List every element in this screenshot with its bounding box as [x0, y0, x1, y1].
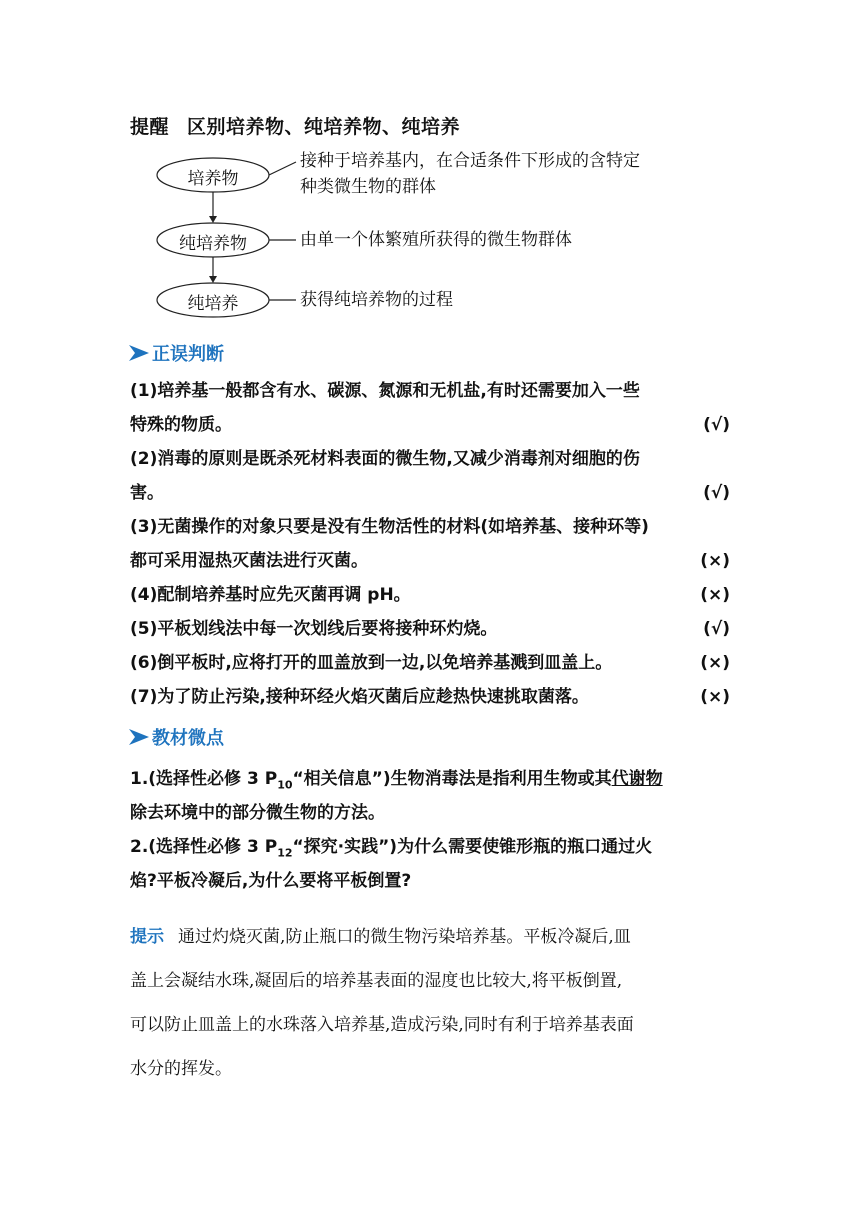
node-desc-1-line1: 接种于培养基内，在合适条件下形成的含特定	[300, 151, 640, 171]
hint-tag: 提示	[130, 927, 164, 947]
point-2-page: 12	[277, 846, 293, 860]
arrow-icon	[128, 344, 150, 362]
culture-diagram	[150, 148, 750, 328]
judgment-6	[130, 646, 730, 680]
point-2-line1	[130, 830, 730, 864]
judgment-3-text2: 都可采用湿热灭菌法进行灭菌。	[130, 551, 368, 571]
arrow-head-1	[209, 216, 217, 223]
judgment-7-text: (7)为了防止污染,接种环经火焰灭菌后应趁热快速挑取菌落。	[130, 687, 589, 707]
section-title-textbook-points	[128, 724, 224, 750]
judgment-list	[130, 374, 730, 714]
judgment-2-line2	[130, 476, 730, 510]
judgment-5-mark: (√)	[703, 619, 730, 639]
section2-title-text: 教材微点	[152, 728, 224, 749]
node-desc-2: 由单一个体繁殖所获得的微生物群体	[300, 230, 572, 250]
hint-line3: 可以防止皿盖上的水珠落入培养基,造成污染,同时有利于培养基表面	[130, 1015, 634, 1035]
arrow-head-2	[209, 276, 217, 283]
point-1-text: “相关信息”)生物消毒法是指利用生物或其	[292, 769, 612, 789]
judgment-1-line1: (1)培养基一般都含有水、碳源、氮源和无机盐,有时还需要加入一些	[130, 381, 640, 401]
point-1-answer: 代谢物	[611, 769, 663, 789]
node-desc-3: 获得纯培养物的过程	[300, 290, 453, 310]
judgment-4-text: (4)配制培养基时应先灭菌再调 pH。	[130, 585, 411, 605]
judgment-3-line1: (3)无菌操作的对象只要是没有生物活性的材料(如培养基、接种环等)	[130, 517, 649, 537]
judgment-1-text2: 特殊的物质。	[130, 415, 232, 435]
judgment-3-line2	[130, 544, 730, 578]
node-label-pure-culture: 纯培养	[187, 294, 239, 314]
point-2-line2: 焰?平板冷凝后,为什么要将平板倒置?	[130, 871, 412, 891]
node-desc-1-line2: 种类微生物的群体	[300, 177, 436, 197]
judgment-4	[130, 578, 730, 612]
judgment-6-text: (6)倒平板时,应将打开的皿盖放到一边,以免培养基溅到皿盖上。	[130, 653, 613, 673]
connector-1	[269, 162, 296, 175]
judgment-5-text: (5)平板划线法中每一次划线后要将接种环灼烧。	[130, 619, 498, 639]
judgment-7-mark: (×)	[700, 687, 730, 707]
node-label-pure-culture-product: 纯培养物	[179, 234, 247, 254]
judgment-7	[130, 680, 730, 714]
point-2-prefix: 2.(选择性必修 3 P	[130, 837, 278, 857]
judgment-2-mark: (√)	[703, 483, 730, 503]
section-title-judgment	[128, 340, 224, 366]
section1-title-text: 正误判断	[152, 344, 224, 365]
reminder-title: 区别培养物、纯培养物、纯培养	[187, 116, 461, 138]
textbook-points	[130, 762, 730, 898]
point-2-text: “探究·实践”)为什么需要使锥形瓶的瓶口通过火	[292, 837, 653, 857]
hint-line4: 水分的挥发。	[130, 1059, 232, 1079]
judgment-4-mark: (×)	[700, 585, 730, 605]
hint-line1	[130, 915, 735, 959]
judgment-2-text2: 害。	[130, 483, 164, 503]
judgment-6-mark: (×)	[700, 653, 730, 673]
judgment-5	[130, 612, 730, 646]
reminder-label: 提醒	[130, 116, 170, 138]
judgment-1-mark: (√)	[703, 415, 730, 435]
hint-line2: 盖上会凝结水珠,凝固后的培养基表面的湿度也比较大,将平板倒置,	[130, 971, 623, 991]
point-1-line1	[130, 762, 730, 796]
hint-text1: 通过灼烧灭菌,防止瓶口的微生物污染培养基。平板冷凝后,皿	[178, 927, 631, 947]
node-label-culture: 培养物	[187, 169, 239, 189]
node-desc-1	[300, 148, 640, 200]
point-1-page: 10	[277, 778, 293, 792]
point-1-line2: 除去环境中的部分微生物的方法。	[130, 803, 385, 823]
judgment-2-line1: (2)消毒的原则是既杀死材料表面的微生物,又减少消毒剂对细胞的伤	[130, 449, 640, 469]
hint-block	[130, 915, 735, 1091]
judgment-3-mark: (×)	[700, 551, 730, 571]
point-1-prefix: 1.(选择性必修 3 P	[130, 769, 278, 789]
reminder-heading	[130, 112, 460, 139]
judgment-1-line2	[130, 408, 730, 442]
arrow-icon	[128, 728, 150, 746]
